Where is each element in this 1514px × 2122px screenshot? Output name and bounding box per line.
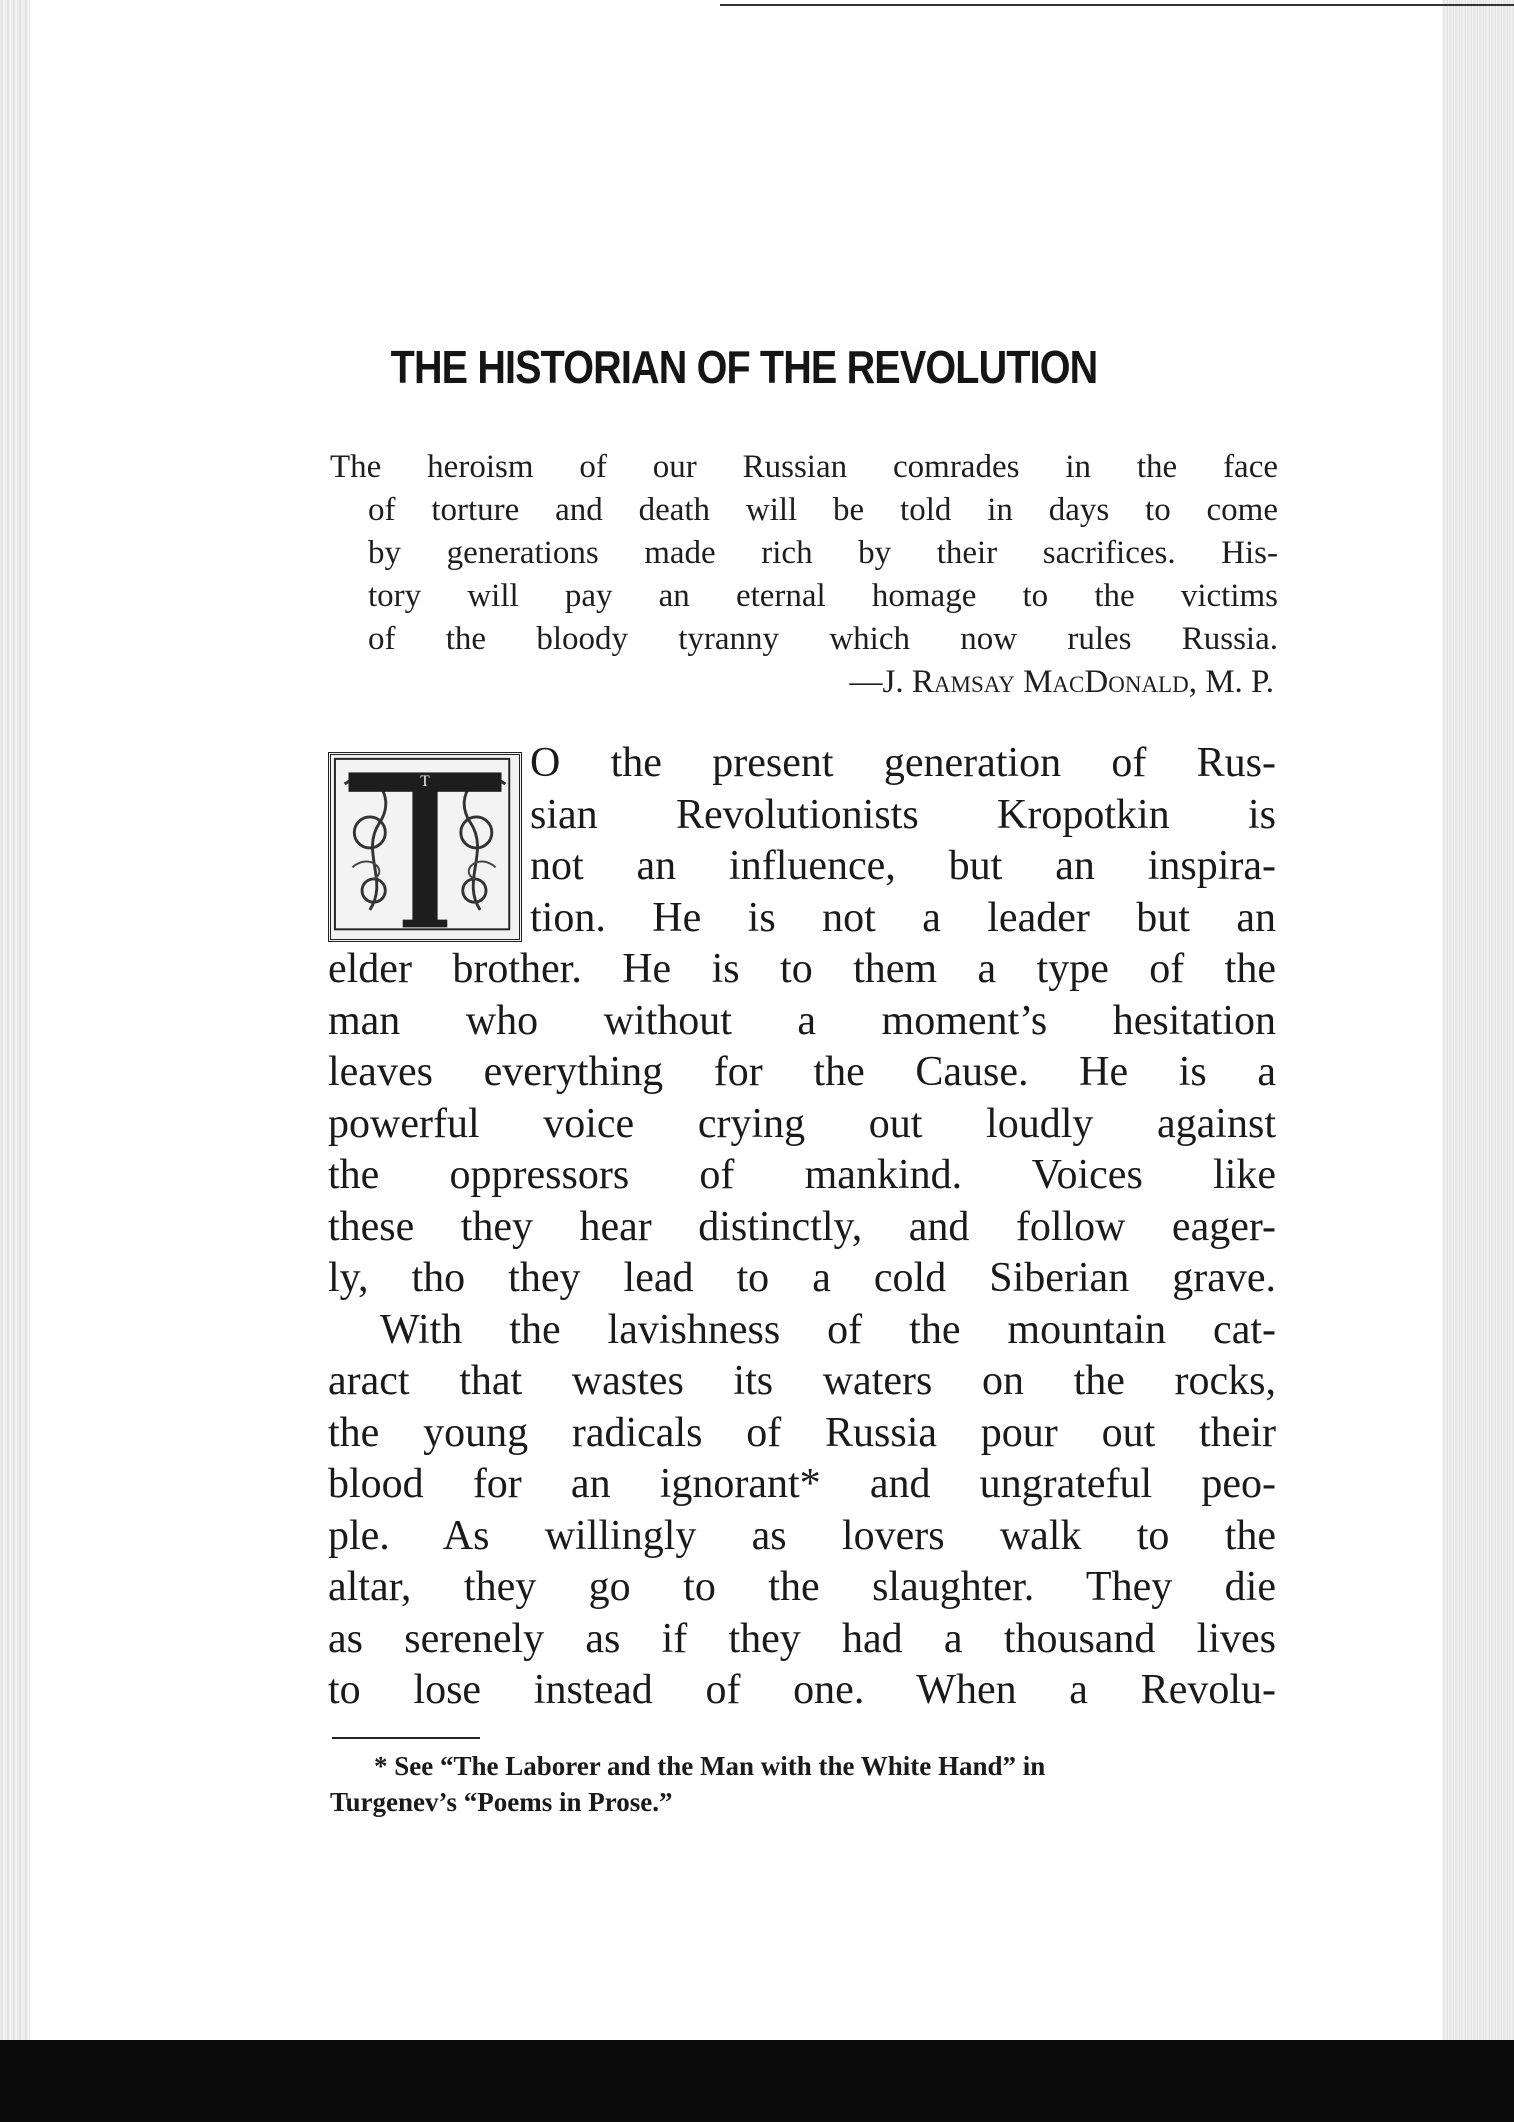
epigraph-line: by generations made rich by their sacrifices. His-	[368, 535, 1278, 571]
drop-cap-letter: T	[420, 772, 430, 790]
footnote	[330, 1748, 1278, 1820]
body-line: to lose instead of one. When a Revolu-	[328, 1667, 1276, 1713]
body-line: leaves everything for the Cause. He is a	[328, 1049, 1276, 1095]
body-line: powerful voice crying out loudly against	[328, 1100, 1276, 1147]
body-line: blood for an ignorant* and ungrateful peo-	[328, 1461, 1276, 1507]
body-line: altar, they go to the slaughter. They die	[328, 1564, 1276, 1610]
scan-edge-left	[0, 0, 30, 2122]
epigraph-line: of the bloody tyranny which now rules Russia.	[368, 621, 1278, 657]
body-line: the oppressors of mankind. Voices like	[328, 1152, 1276, 1198]
epigraph-attribution: —J. Ramsay MacDonald, M. P.	[849, 664, 1274, 700]
epigraph-line: of torture and death will be told in days to come	[368, 492, 1278, 528]
body-text	[328, 738, 1276, 1717]
body-line: ple. As willingly as lovers walk to the	[328, 1512, 1276, 1559]
body-line: aract that wastes its waters on the rocks,	[328, 1358, 1276, 1404]
scan-edge-bottom	[0, 2040, 1514, 2122]
body-line: O the present generation of Rus-	[530, 740, 1276, 786]
footnote-divider	[332, 1737, 480, 1739]
scan-edge-top	[720, 4, 1514, 6]
body-line: ly, tho they lead to a cold Siberian grave.	[328, 1255, 1276, 1301]
body-line: sian Revolutionists Kropotkin is	[530, 791, 1276, 838]
body-line: not an influence, but an inspira-	[530, 843, 1276, 889]
footnote-line: Turgenev’s “Poems in Prose.”	[330, 1787, 673, 1817]
epigraph-line: The heroism of our Russian comrades in the face	[330, 449, 1278, 485]
footnote-line: * See “The Laborer and the Man with the White Hand” in	[374, 1751, 1046, 1781]
body-line: tion. He is not a leader but an	[530, 894, 1276, 941]
epigraph-line: tory will pay an eternal homage to the victims	[368, 578, 1278, 614]
body-line: these they hear distinctly, and follow eager-	[328, 1203, 1276, 1250]
page-title: THE HISTORIAN OF THE REVOLUTION	[390, 341, 1098, 393]
body-line: elder brother. He is to them a type of the	[328, 946, 1276, 992]
epigraph	[330, 446, 1278, 704]
body-line: as serenely as if they had a thousand lives	[328, 1615, 1276, 1662]
body-line: the young radicals of Russia pour out their	[328, 1409, 1276, 1456]
scan-edge-right	[1442, 0, 1514, 2122]
body-line: man who without a moment’s hesitation	[328, 997, 1276, 1044]
body-line: With the lavishness of the mountain cat-	[380, 1306, 1276, 1353]
